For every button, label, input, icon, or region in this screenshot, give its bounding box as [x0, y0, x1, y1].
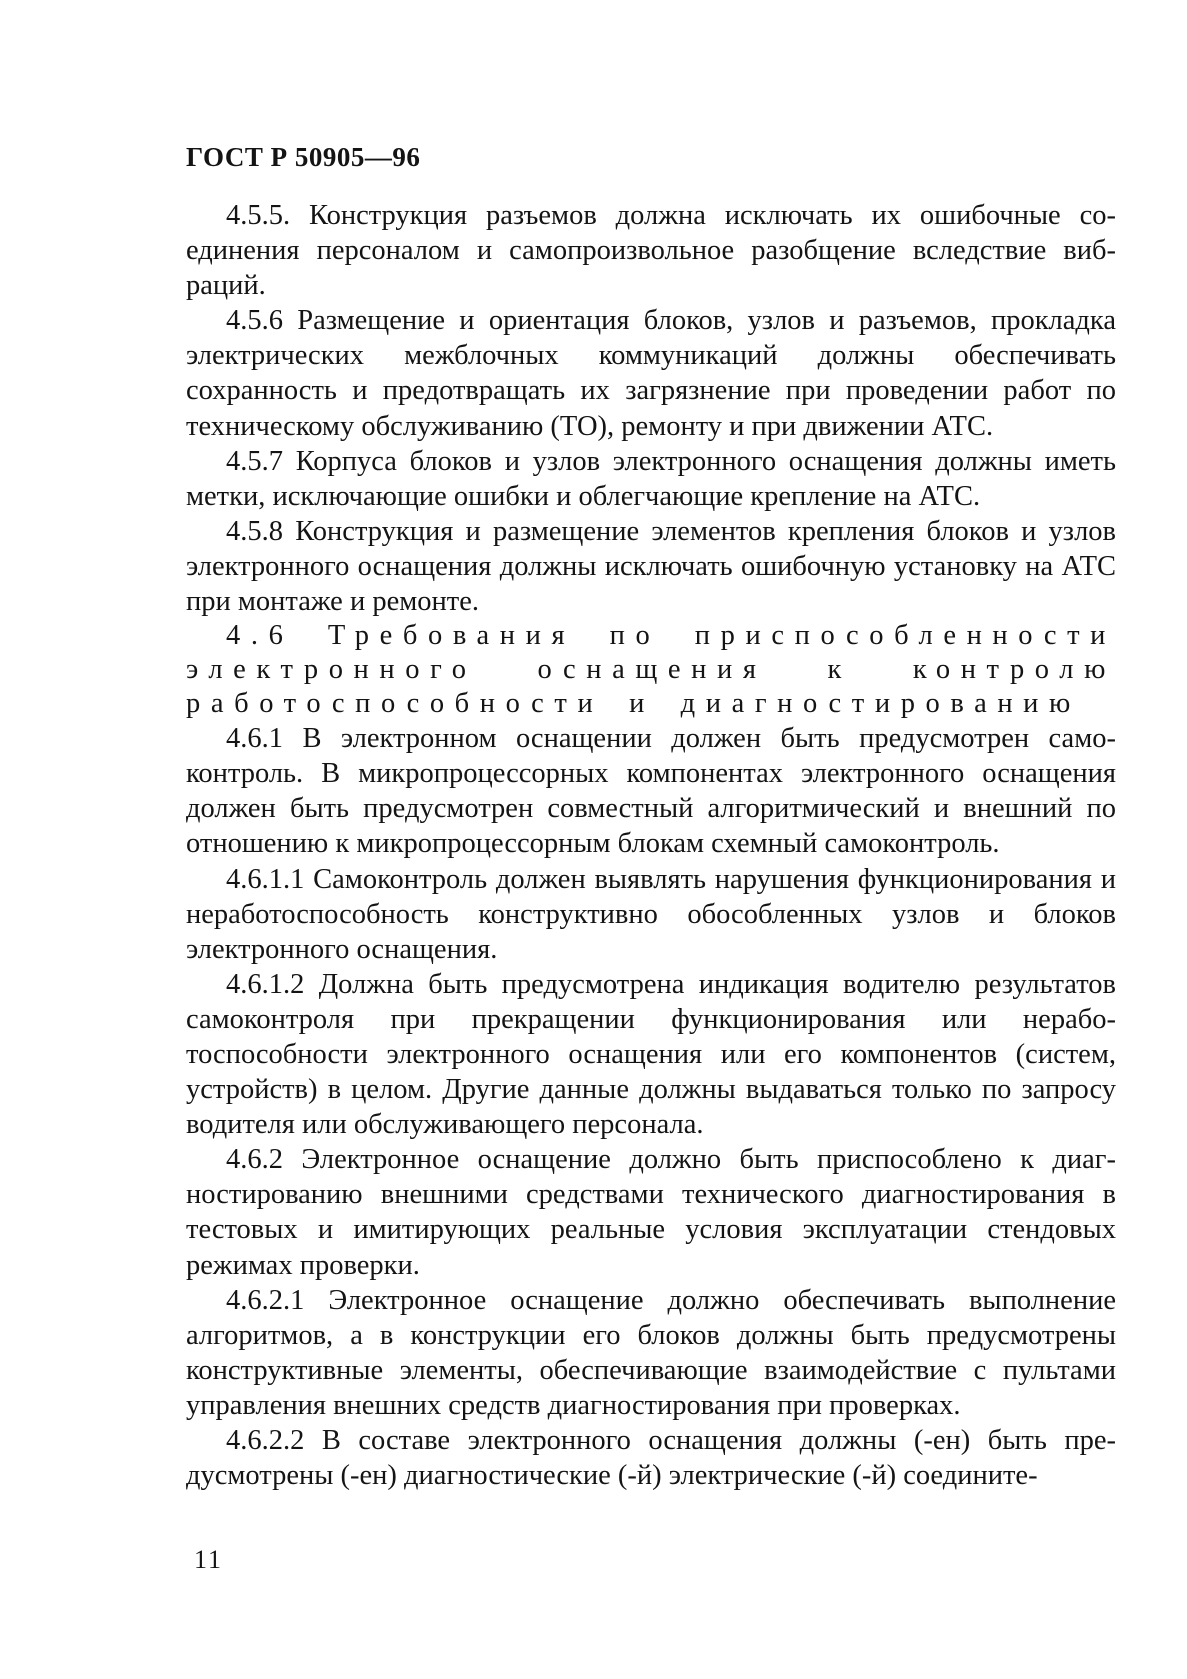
paragraph-4-6-1: 4.6.1 В электронном оснащении должен быть предусмотрен самоконтроль. В микропроцессорных компонентах электронного оснащения должен быть предусмотрен совместный алгоритмический и внешний по отношению к микропроцессорным блокам схемный самоконтроль. [186, 723, 1116, 860]
paragraph-4-6-2: 4.6.2 Электронное оснащение должно быть приспособлено к диагностированию внешними средствами технического диагностирования в тестовых и имитирующих реальные условия эксплуатации стендовых режимах проверки. [186, 1144, 1116, 1281]
section-heading-4-6: 4.6 Требования по приспособленности электронного оснащения к контролю работоспособности и диагностированию [186, 620, 1116, 720]
paragraph-4-5-7: 4.5.7 Корпуса блоков и узлов электронного оснащения должны иметь метки, исключающие ошибки и облегчающие крепление на АТС. [186, 445, 1116, 512]
document-body [186, 198, 1116, 1493]
paragraph-4-6-1-1: 4.6.1.1 Самоконтроль должен выявлять нарушения функционирования и неработоспособность конструктивно обособленных узлов и блоков электронного оснащения. [186, 863, 1116, 965]
paragraph-4-6-1-2: 4.6.1.2 Должна быть предусмотрена индикация водителю результатов самоконтроля при прекращении функционирования или неработоспособности электронного оснащения или его компонентов (систем, устройств) в целом. Другие данные должны выдаваться только по запросу водителя или обслуживающего персонала. [186, 968, 1116, 1141]
document-header: ГОСТ Р 50905—96 [186, 142, 421, 172]
page-number: 11 [194, 1545, 224, 1574]
paragraph-4-5-6: 4.5.6 Размещение и ориентация блоков, узлов и разъемов, прокладка электрических межблочных коммуникаций должны обеспечивать сохранность и предотвращать их загрязнение при проведении работ по техническому обслуживанию (ТО), ремонту и при движении АТС. [186, 305, 1116, 442]
paragraph-4-6-2-2: 4.6.2.2 В составе электронного оснащения должны (-ен) быть предусмотрены (-ен) диагностические (-й) электрические (-й) соедините- [186, 1425, 1116, 1492]
paragraph-4-5-8: 4.5.8 Конструкция и размещение элементов крепления блоков и узлов электронного оснащения должны исключать ошибочную установку на АТС при монтаже и ремонте. [186, 515, 1116, 618]
paragraph-4-6-2-1: 4.6.2.1 Электронное оснащение должно обеспечивать выполнение алгоритмов, а в конструкции его блоков должны быть предусмотрены конструктивные элементы, обеспечивающие взаимодействие с пультами управления внешних средств диагностирования при проверках. [186, 1284, 1116, 1421]
paragraph-4-5-5: 4.5.5. Конструкция разъемов должна исключать их ошибочные соединения персоналом и самопроизвольное разобщение вследствие вибраций. [186, 200, 1116, 302]
